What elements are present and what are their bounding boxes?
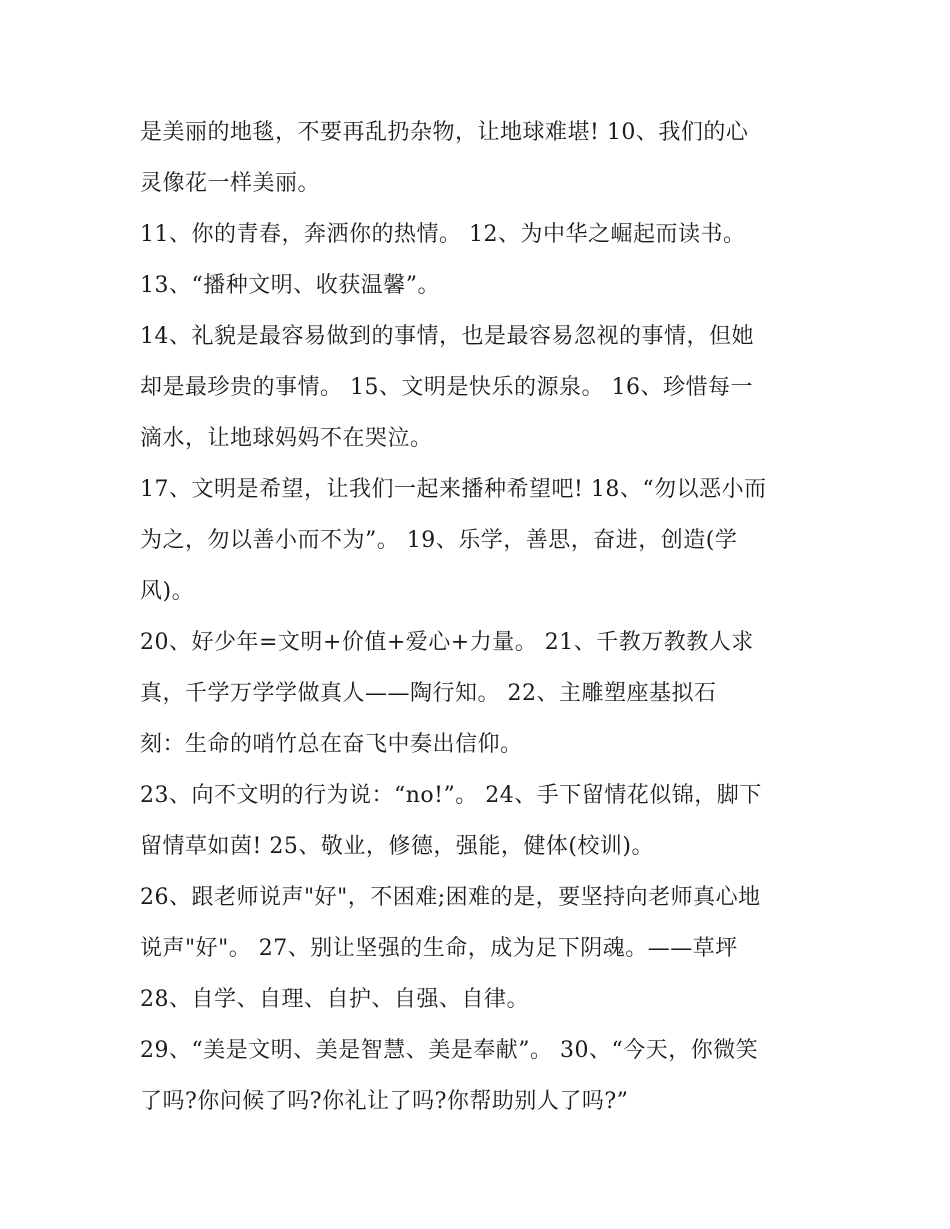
text-line: 刻：生命的哨竹总在奋飞中奏出信仰。 — [140, 732, 523, 757]
text-line: 了吗?你问候了吗?你礼让了吗?你帮助别人了吗?” — [140, 1089, 629, 1114]
text-line: 29、“美是文明、美是智慧、美是奉献”。 30、“今天，你微笑 — [140, 1038, 759, 1063]
text-line: 14、礼貌是最容易做到的事情，也是最容易忽视的事情，但她 — [140, 324, 754, 349]
text-line: 26、跟老师说声"好"，不困难;困难的是，要坚持向老师真心地 — [140, 885, 761, 910]
text-line: 11、你的青春，奔洒你的热情。 12、为中华之崛起而读书。 — [140, 222, 746, 247]
document-body — [140, 107, 820, 1127]
text-line: 20、好少年=文明+价值+爱心+力量。 21、千教万教教人求 — [140, 630, 754, 655]
text-line: 留情草如茵! 25、敬业，修德，强能，健体(校训)。 — [140, 834, 654, 859]
text-line: 灵像花一样美丽。 — [140, 171, 321, 196]
text-line: 17、文明是希望，让我们一起来播种希望吧! 18、“勿以恶小而 — [140, 477, 767, 502]
text-line: 23、向不文明的行为说：“no!”。 24、手下留情花似锦，脚下 — [140, 783, 762, 808]
text-line: 真，千学万学学做真人——陶行知。 22、主雕塑座基拟石 — [140, 681, 717, 706]
text-line: 风)。 — [140, 579, 195, 604]
text-line: 28、自学、自理、自护、自强、自律。 — [140, 987, 529, 1012]
text-line: 13、“播种文明、收获温馨”。 — [140, 273, 440, 298]
text-line: 是美丽的地毯，不要再乱扔杂物，让地球难堪! 10、我们的心 — [140, 120, 749, 145]
text-line: 为之，勿以善小而不为”。 19、乐学，善思，奋进，创造(学 — [140, 528, 738, 553]
text-line: 却是最珍贵的事情。 15、文明是快乐的源泉。 16、珍惜每一 — [140, 375, 753, 400]
text-line: 滴水，让地球妈妈不在哭泣。 — [140, 426, 433, 451]
text-line: 说声"好"。 27、别让坚强的生命，成为足下阴魂。——草坪 — [140, 936, 738, 961]
